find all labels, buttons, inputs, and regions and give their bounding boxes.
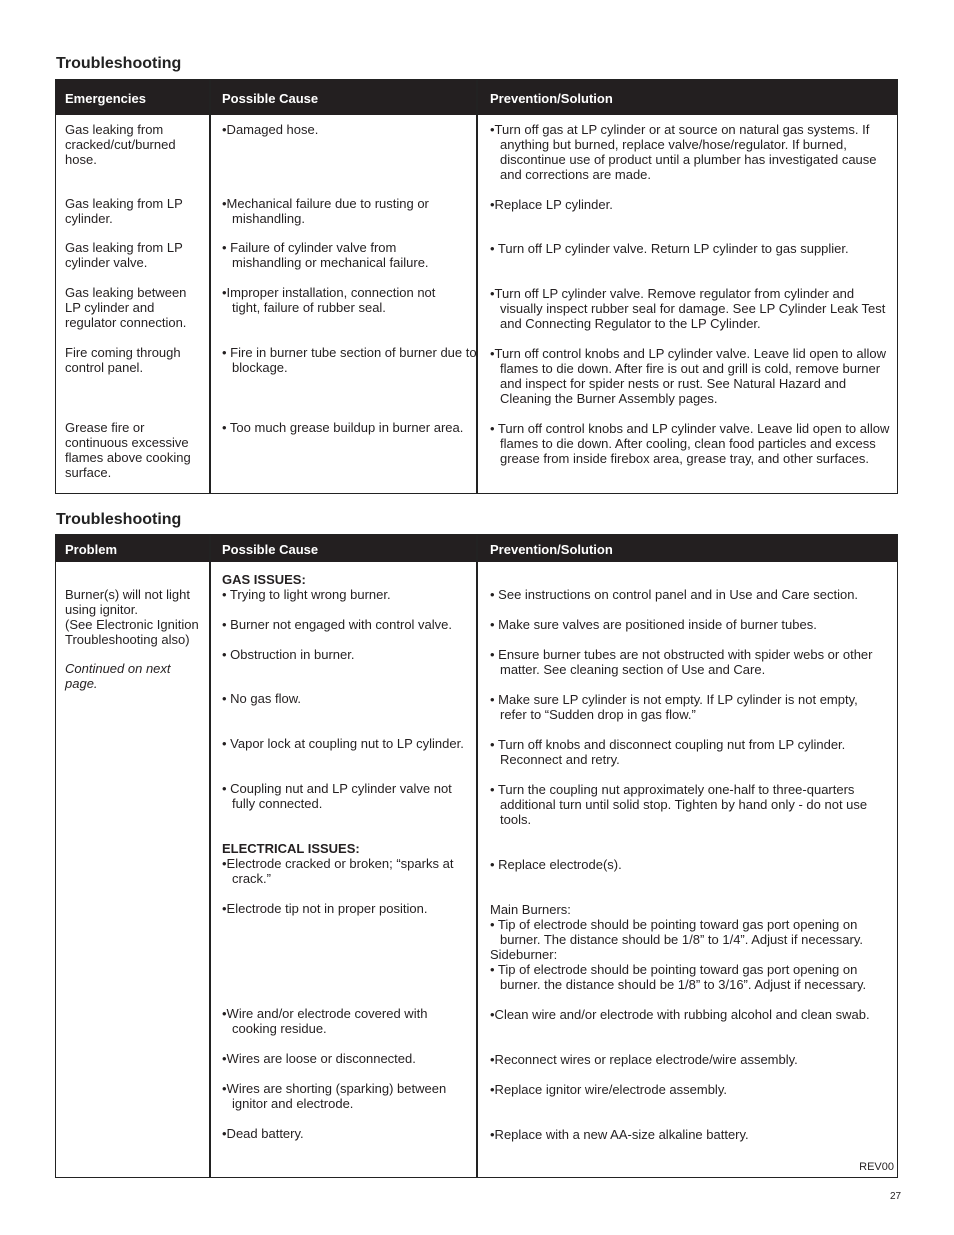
cause-item: • No gas flow. [222, 691, 301, 706]
header-possible-cause: Possible Cause [222, 91, 319, 106]
solution-item: •Clean wire and/or electrode with rubbing alcohol and clean swab. [490, 1007, 870, 1022]
main-burners-label: Main Burners: [490, 902, 571, 917]
column-divider [209, 80, 211, 493]
header-prevention-solution: Prevention/Solution [490, 91, 613, 106]
row-cause: • Too much grease buildup in burner area. [222, 420, 464, 435]
row-cause: • Failure of cylinder valve from mishandling or mechanical failure. [222, 240, 429, 270]
cause-item: •Electrode cracked or broken; “sparks at crack.” [222, 856, 454, 886]
row-cause: • Fire in burner tube section of burner due to blockage. [222, 345, 477, 375]
section-title-problems: Troubleshooting [56, 511, 182, 528]
solution-item: • Ensure burner tubes are not obstructed with spider webs or other matter. See cleaning section of Use and Care. [490, 647, 873, 677]
cause-item: • Coupling nut and LP cylinder valve not fully connected. [222, 781, 452, 811]
solution-item: • Turn off knobs and disconnect coupling nut from LP cylinder. Reconnect and retry. [490, 737, 846, 767]
solution-item: •Replace with a new AA-size alkaline battery. [490, 1127, 749, 1142]
cause-item: • Burner not engaged with control valve. [222, 617, 453, 632]
solution-item: •Replace ignitor wire/electrode assembly. [490, 1082, 727, 1097]
row-solution: •Turn off control knobs and LP cylinder valve. Leave lid open to allow flames to die down. After fire is out and grill is cold, remove burner and inspect for spider nests or rust. See Natural Hazard and Cleaning the Burner Assembly pages. [490, 346, 886, 406]
solution-item: • Make sure valves are positioned inside of burner tubes. [490, 617, 817, 632]
cause-item: • Obstruction in burner. [222, 647, 355, 662]
row-problem: Gas leaking between LP cylinder and regulator connection. [65, 285, 187, 330]
revision-label: REV00 [859, 1161, 894, 1173]
electrical-issues-heading: ELECTRICAL ISSUES: [222, 841, 360, 856]
continued-note: Continued on next page. [65, 661, 171, 691]
row-cause: •Damaged hose. [222, 122, 319, 137]
cause-item: • Trying to light wrong burner. [222, 587, 391, 602]
solution-item: • See instructions on control panel and in Use and Care section. [490, 587, 859, 602]
row-solution: •Turn off gas at LP cylinder or at source on natural gas systems. If anything but burned, replace valve/hose/regulator. If burned, discontinue use of product until a plumber has investigated cause and corrections are made. [490, 122, 877, 182]
solution-item: • Replace electrode(s). [490, 857, 622, 872]
header-prevention-solution: Prevention/Solution [490, 542, 613, 557]
cause-item: •Wires are shorting (sparking) between ignitor and electrode. [222, 1081, 447, 1111]
row-problem: Gas leaking from cracked/cut/burned hose. [65, 122, 176, 167]
page-number: 27 [890, 1191, 902, 1202]
emergencies-table [55, 79, 898, 494]
cause-item: •Electrode tip not in proper position. [222, 901, 428, 916]
problem-description: Burner(s) will not light using ignitor. (See Electronic Ignition Troubleshooting also) [65, 587, 199, 647]
sideburner-instruction: • Tip of electrode should be pointing toward gas port opening on burner. the distance should be 1/8” to 3/16”. Adjust if necessary. [490, 962, 867, 992]
header-possible-cause: Possible Cause [222, 542, 319, 557]
row-solution: • Turn off control knobs and LP cylinder valve. Leave lid open to allow flames to die down. After cooling, clean food particles and excess grease from inside firebox area, grease tray, and other surfaces. [490, 421, 890, 466]
section-title-emergencies: Troubleshooting [56, 55, 182, 72]
row-problem: Gas leaking from LP cylinder valve. [65, 240, 183, 270]
column-divider [209, 535, 211, 1177]
sideburner-label: Sideburner: [490, 947, 558, 962]
row-solution: •Turn off LP cylinder valve. Remove regulator from cylinder and visually inspect rubber seal for damage. See LP Cylinder Leak Test and Connecting Regulator to the LP Cylinder. [490, 286, 886, 331]
row-solution: • Turn off LP cylinder valve. Return LP cylinder to gas supplier. [490, 241, 849, 256]
main-burners-instruction: • Tip of electrode should be pointing toward gas port opening on burner. The distance should be 1/8” to 1/4”. Adjust if necessary. [490, 917, 864, 947]
row-problem: Grease fire or continuous excessive flames above cooking surface. [65, 420, 191, 480]
header-problem: Problem [65, 542, 118, 557]
gas-issues-heading: GAS ISSUES: [222, 572, 306, 587]
solution-item: •Reconnect wires or replace electrode/wire assembly. [490, 1052, 798, 1067]
header-emergencies: Emergencies [65, 91, 146, 106]
problems-table [55, 534, 898, 1178]
cause-item: • Vapor lock at coupling nut to LP cylinder. [222, 736, 464, 751]
row-cause: •Improper installation, connection not tight, failure of rubber seal. [222, 285, 436, 315]
row-problem: Fire coming through control panel. [65, 345, 181, 375]
solution-item: • Make sure LP cylinder is not empty. If LP cylinder is not empty, refer to “Sudden drop in gas flow.” [490, 692, 858, 722]
row-problem: Gas leaking from LP cylinder. [65, 196, 183, 226]
solution-item: • Turn the coupling nut approximately one-half to three-quarters additional turn until solid stop. Tighten by hand only - do not use tools. [490, 782, 868, 827]
cause-item: •Dead battery. [222, 1126, 304, 1141]
cause-item: •Wires are loose or disconnected. [222, 1051, 416, 1066]
row-solution: •Replace LP cylinder. [490, 197, 613, 212]
cause-item: •Wire and/or electrode covered with cooking residue. [222, 1006, 428, 1036]
row-cause: •Mechanical failure due to rusting or mishandling. [222, 196, 429, 226]
